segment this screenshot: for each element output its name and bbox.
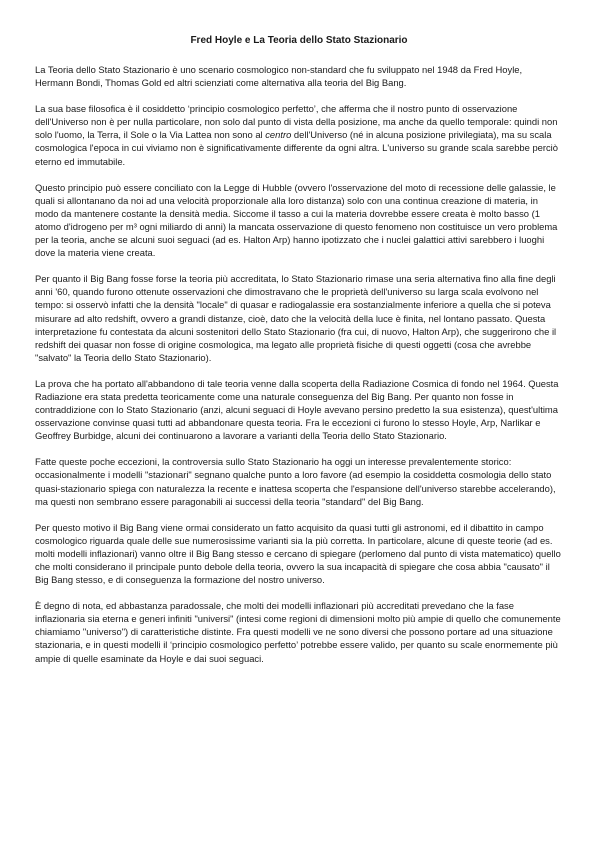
- emphasis-centro: centro: [265, 129, 292, 141]
- paragraph-big-bang-variants: Per questo motivo il Big Bang viene ormai considerato un fatto acquisito da quasi tutti gli astronomi, ed il dibattito in campo cosmologico riguarda quale delle sue numerosissime varianti sia la più corretta. In particolare, alcune di queste teorie (ad es. molti modelli inflazionari) vanno oltre il Big Bang stesso e cercano di spiegare (perlomeno dal punto di vista matematico) quello che molti considerano il principale punto debole della teoria, ovvero la sua incapacità di spiegare che cosa abbia "causato" il Big Bang stesso, e di conseguenza la formazione del nostro universo.: [35, 521, 561, 586]
- paragraph-cosmic-background: La prova che ha portato all'abbandono di tale teoria venne dalla scoperta della Radiazione Cosmica di fondo nel 1964. Questa Radiazione era stata predetta teoricamente come una naturale conseguenza del Big Bang. Per quanto non fosse in contraddizione con lo Stato Stazionario (anzi, alcuni seguaci di Hoyle avevano persino predetto la sua esistenza), quest'ultima osservazione convinse quasi tutti ad abbandonare questa teoria. Fra le eccezioni ci furono lo stesso Hoyle, Arp, Narlikar e Geoffrey Burbidge, alcuni dei continuarono a lavorare a varianti della Teoria dello Stato Stazionario.: [35, 377, 559, 442]
- paragraph-historical-interest: Fatte queste poche eccezioni, la controversia sullo Stato Stazionario ha oggi un interesse prevalentemente storico: occasionalmente i modelli "stazionari" segnano qualche punto a loro favore (ad esempio la cosiddetta cosmologia dello stato quasi-stazionario spiega con naturalezza la recente e inattesa scoperta che l'espansione dell'universo starebbe accelerando), ma questi non sembrano essere paragonabili ai successi della teoria "standard" del Big Bang.: [35, 456, 556, 507]
- document-title: Fred Hoyle e La Teoria dello Stato Stazionario: [190, 35, 408, 46]
- paragraph-perfect-cosmological-principle: [35, 102, 563, 167]
- paragraph-intro: La Teoria dello Stato Stazionario è uno scenario cosmologico non-standard che fu sviluppato nel 1948 da Fred Hoyle, Hermann Bondi, Thomas Gold ed altri scienziati come alternativa alla teoria del Big Bang.: [35, 64, 523, 89]
- paragraph-text-after: dell'Universo (né in alcuna posizione privilegiata), ma su scala cosmologica l'epoca in cui viviamo non è significativamente differente da ogni altra. L'universo su grande scala sarebbe perciò eterno ed immutabile.: [35, 129, 558, 167]
- paragraph-inflationary-models: È degno di nota, ed abbastanza paradossale, che molti dei modelli inflazionari più accreditati prevedano che la fase inflazionaria sia eterna e generi infiniti "universi" (intesi come regioni di dimensioni molto più ampie di quello che comunemente chiamiamo "universo") di caratteristiche distinte. Fra questi modelli ve ne sono diversi che possono portare ad una situazione stazionaria, e in questi modelli il ‘principio cosmologico perfetto’ potrebbe essere valido, per quanto su scale enormemente più ampie di quelle esaminate da Hoyle e dai suoi seguaci.: [35, 600, 561, 664]
- paragraph-text-before: La sua base filosofica è il cosiddetto ‘principio cosmologico perfetto’, che afferma che il nostro punto di osservazione dell'Universo non è per nulla particolare, non solo dal punto di vista della posizione, ma anche da quello temporale: quindi non solo l'uomo, la Terra, il Sole o la Via Lattea non sono al: [35, 103, 558, 141]
- paragraph-big-bang-alternative: Per quanto il Big Bang fosse forse la teoria più accreditata, lo Stato Stazionario rimase una seria alternativa fino alla fine degli anni '60, quando furono ottenute osservazioni che dimostravano che le proprietà dell'universo su larga scala evolvono nel tempo: si osservò infatti che la densità "locale" di quasar e radiogalassie era sostanzialmente inferiore a quella che si poteva misurare ad alto redshift, ovvero a grandi distanze, cioè, dato che la velocità della luce è finita, nel lontano passato. Questa interpretazione fu contestata da alcuni sostenitori dello Stato Stazionario (fra cui, di nuovo, Halton Arp), che suggerirono che il redshift dei quasar non fosse di origine cosmologica, ma legato alle proprietà fisiche di questi oggetti (cosa che avrebbe "salvato" la Teoria dello Stato Stazionario).: [35, 273, 557, 363]
- paragraph-hubble-law: Questo principio può essere conciliato con la Legge di Hubble (ovvero l'osservazione del moto di recessione delle galassie, le quali si allontanano da noi ad una velocità proporzionale alla loro distanza) solo con una continua creazione di materia, in modo da mantenere costante la densità media. Siccome il tasso a cui la materia dovrebbe essere creata è molto basso (1 atomo d'idrogeno per m³ ogni miliardo di anni) la mancata osservazione di questo fenomeno non costituisce un vero problema per la teoria, anche se alcuni suoi seguaci (ad es. Halton Arp) hanno ipotizzato che i nuclei galattici attivi sarebbero i luoghi dove la materia viene creata.: [35, 181, 558, 259]
- document-page: [35, 34, 563, 678]
